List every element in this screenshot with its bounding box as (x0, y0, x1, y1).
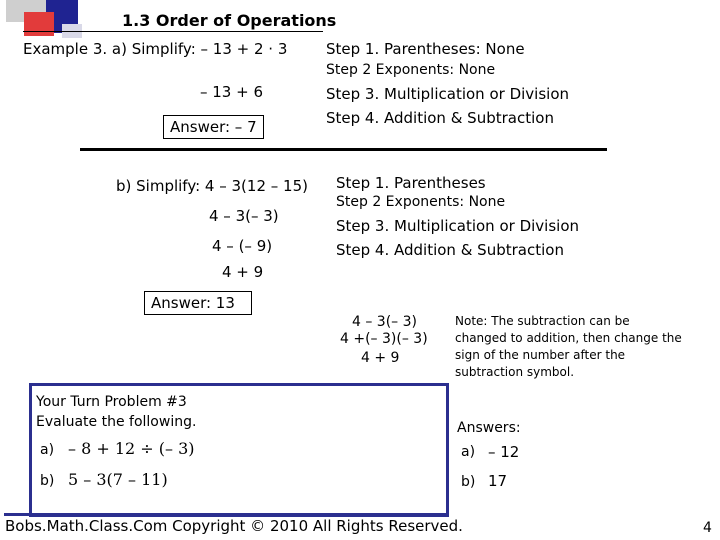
part-b-step-4: Step 4. Addition & Subtraction (336, 241, 564, 259)
part-a-step-1: Step 1. Parentheses: None (326, 40, 525, 58)
answer-a-value: – 12 (488, 443, 520, 461)
part-a-step-4: Step 4. Addition & Subtraction (326, 109, 554, 127)
footer-underline (4, 513, 449, 516)
note-line-3: sign of the number after the (455, 348, 626, 362)
part-b-work-3: 4 + 9 (222, 263, 264, 281)
part-a-step-2: Step 2 Exponents: None (326, 62, 496, 78)
part-a-problem: Example 3. a) Simplify: – 13 + 2 · 3 (23, 40, 288, 58)
part-a-answer: Answer: – 7 (170, 118, 257, 136)
answer-b-label: b) (461, 474, 476, 490)
part-b-step-1: Step 1. Parentheses (336, 174, 486, 192)
part-b-work-2: 4 – (– 9) (212, 237, 273, 255)
part-a-answer-box (163, 115, 264, 139)
part-a-step-3: Step 3. Multiplication or Division (326, 85, 570, 103)
part-b-step-2: Step 2 Exponents: None (336, 194, 506, 210)
note-line-4: subtraction symbol. (455, 365, 575, 379)
page-number: 4 (703, 520, 712, 536)
decor-red-square (24, 12, 54, 36)
section-divider (80, 148, 607, 151)
answer-a-label: a) (461, 444, 476, 460)
part-b-answer: Answer: 13 (151, 294, 235, 312)
your-turn-a-expression: – 8 + 12 ÷ (– 3) (68, 439, 195, 458)
footer-copyright: Bobs.Math.Class.Com Copyright © 2010 All Rights Reserved. (5, 517, 463, 535)
part-b-answer-box (144, 291, 252, 315)
your-turn-instruction: Evaluate the following. (36, 414, 197, 430)
answer-b-value: 17 (488, 472, 508, 490)
title-underline (23, 31, 323, 32)
alt-work-3: 4 + 9 (361, 350, 400, 366)
your-turn-b-expression: 5 – 3(7 – 11) (68, 470, 168, 489)
part-b-work-1: 4 – 3(– 3) (209, 207, 279, 225)
part-a-step: – 13 + 6 (200, 83, 264, 101)
part-b-problem: b) Simplify: 4 – 3(12 – 15) (116, 177, 308, 195)
your-turn-a-label: a) (40, 442, 55, 458)
your-turn-heading: Your Turn Problem #3 (36, 394, 187, 410)
page-title: 1.3 Order of Operations (122, 11, 337, 30)
note-line-1: Note: The subtraction can be (455, 314, 630, 328)
alt-work-1: 4 – 3(– 3) (352, 314, 417, 330)
alt-work-2: 4 +(– 3)(– 3) (340, 331, 428, 347)
answers-heading: Answers: (457, 420, 521, 436)
part-b-step-3: Step 3. Multiplication or Division (336, 217, 580, 235)
note-line-2: changed to addition, then change the (455, 331, 682, 345)
your-turn-b-label: b) (40, 473, 55, 489)
your-turn-box (29, 383, 449, 517)
